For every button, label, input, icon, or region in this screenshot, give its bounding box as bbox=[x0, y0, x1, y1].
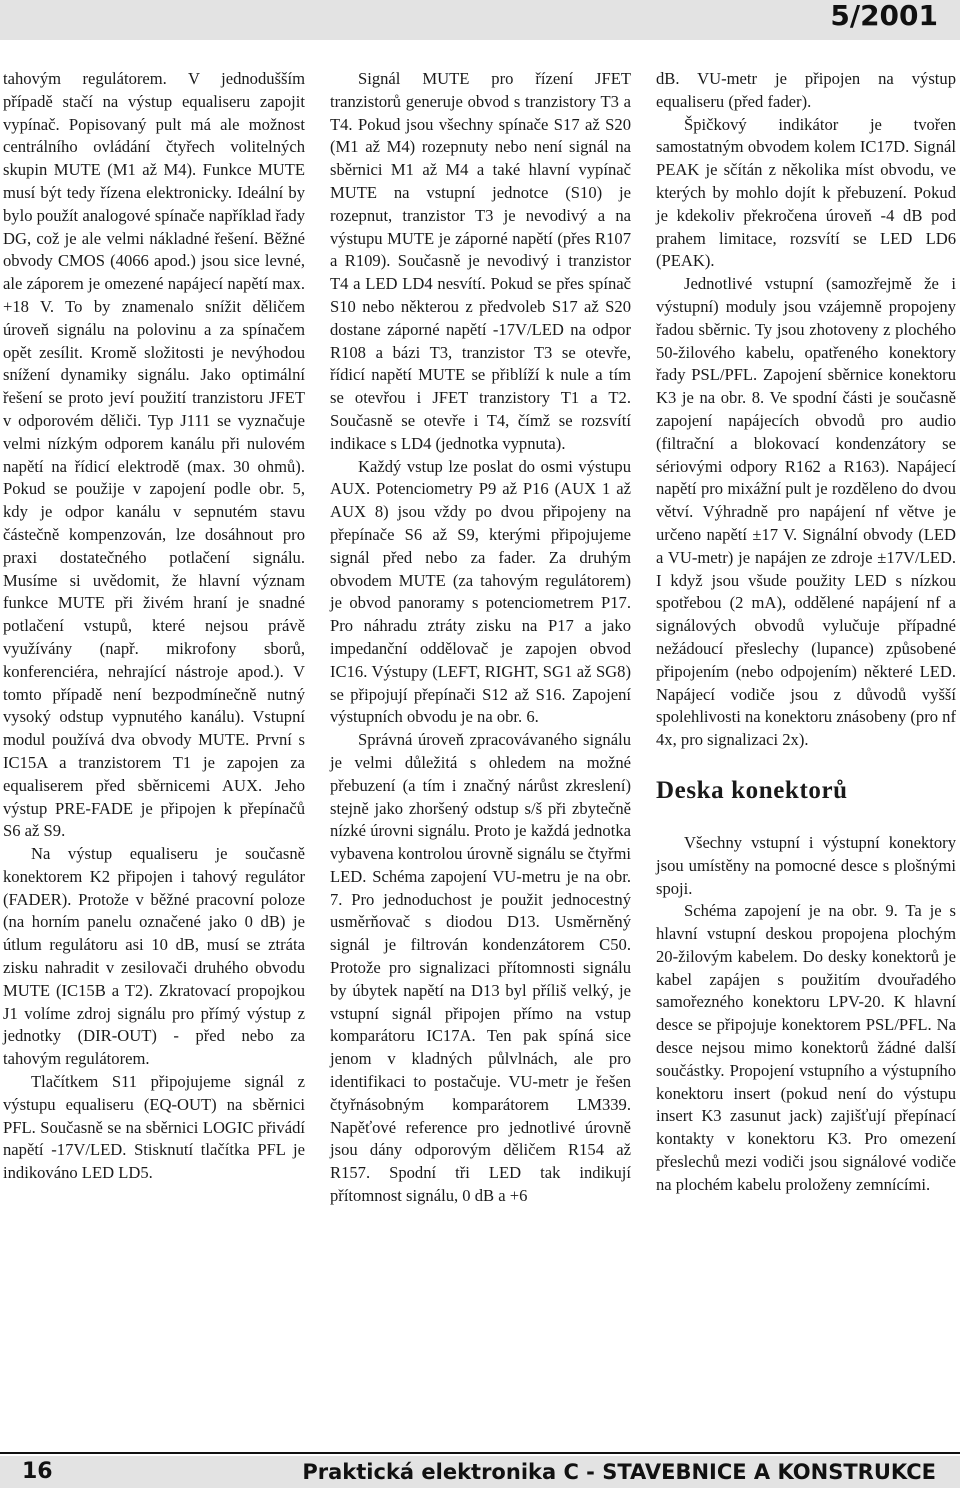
paragraph: Schéma zapojení je na obr. 9. Ta je s hlavní vstupní deskou propojena plochým 20-žilovým kabelem. Do desky konektorů je kabel zapájen s použitím dvouřadého samořezného konektoru LPV-20. K hlavní desce se připojuje konektorem PSL/PFL. Na desce nejsou mimo konektorů žádné další součástky. Propojení vstupního a výstupního konektoru insert (pokud není do výstupu insert K3 zasunut jack) zajišťují přepínací kontakty v konektoru K3. Pro omezení přeslechů mezi vodiči jsou signálové vodiče na plochém kabelu proloženy zemnícími. bbox=[656, 901, 956, 1194]
article-column-1 bbox=[3, 68, 305, 1185]
footer-divider bbox=[0, 1452, 960, 1454]
publication-title: Praktická elektronika C - STAVEBNICE A KONSTRUKCE bbox=[302, 1460, 936, 1484]
footer-bar bbox=[0, 1456, 960, 1488]
header-bar bbox=[0, 0, 960, 40]
paragraph: tahovým regulátorem. V jednodušším případě stačí na výstup equaliseru zapojit vypínač. Popisovaný pult má ale možnost centrálního ovládání čtyřech volitelných skupin MUTE (M1 až M4). Funkce MUTE musí být tedy řízena elektronicky. Ideální by bylo použít analogové spínače například řady DG, což je ale velmi nákladné řešení. Běžné obvody CMOS (4066 apod.) jsou sice levné, ale záporem je omezené napájecí napětí max. +18 V. To by znamenalo snížit děličem úroveň signálu na polovinu a za spínačem opět zesílit. Kromě složitosti je nevýhodou snížení dynamiky signálu. Jako optimální řešení se proto jeví použití tranzistoru JFET v odporovém děliči. Typ J111 se vyznačuje velmi nízkým odporem kanálu při nulovém napětí na řídicí elektrodě (max. 30 ohmů). Pokud se použije v zapojení podle obr. 5, kdy je odpor kanálu v sepnutém stavu částečně kompenzován, lze dosáhnout pro praxi dostatečného potlačení signálu. Musíme si uvědomit, že hlavní význam funkce MUTE při živém hraní je snadné potlačení vstupů, které nejsou právě využívány (např. mikrofony sborů, konferenciéra, nehrající nástroje apod.). V tomto případě není bezpodmínečně nutný vysoký odstup vypnutého kanálu). Vstupní modul používá dva obvody MUTE. První s IC15A a tranzistorem T1 je zapojen za equaliserem před sběrnicemi AUX. Jeho výstup PRE-FADE je připojen k přepínačů S6 až S9. bbox=[3, 69, 305, 841]
paragraph: Všechny vstupní i výstupní konektory jsou umístěny na pomocné desce s plošnými spoji. bbox=[656, 832, 956, 898]
paragraph: Na výstup equaliseru je současně konektorem K2 připojen i tahový regulátor (FADER). Protože v běžné pracovní poloze (na horním panelu označené jako 0 dB) je útlum regulátoru asi 10 dB, musí se ztráta zisku nahradit v zesilovači druhého obvodu MUTE (IC15B a T2). Zkratovací propojkou J1 volíme zdroj signálu pro přímý výstup z jednotky (DIR-OUT) - před nebo za tahovým regulátorem. bbox=[3, 844, 305, 1069]
section-heading: Deska konektorů bbox=[656, 776, 848, 804]
issue-number: 5/2001 bbox=[830, 0, 938, 32]
page-number: 16 bbox=[22, 1459, 53, 1484]
paragraph: dB. VU-metr je připojen na výstup equaliseru (před fader). bbox=[656, 69, 956, 111]
paragraph: Tlačítkem S11 připojujeme signál z výstupu equaliseru (EQ-OUT) na sběrnici PFL. Současně se na sběrnici LOGIC přivádí napětí -17V/LED. Stisknutí tlačítka PFL je indikováno LED LD5. bbox=[3, 1072, 305, 1183]
paragraph: Špičkový indikátor je tvořen samostatným obvodem kolem IC17D. Signál PEAK je sčítán z několika míst obvodu, ve kterých by mohlo dojít k přebuzení. Pokud je kdekoliv překročena úroveň -4 dB pod prahem limitace, rozsvítí se LED LD6 (PEAK). bbox=[656, 114, 956, 271]
paragraph: Správná úroveň zpracovávaného signálu je velmi důležitá s ohledem na možné přebuzení (a tím i značný nárůst zkreslení) stejně jako zhoršený odstup s/š při zbytečně nízké úrovni signálu. Proto je každá jednotka vybavena kontrolou úrovně signálu se čtyřmi LED. Schéma zapojení VU-metru je na obr. 7. Pro jednoduchost je použit jednocestný usměrňovač s diodou D13. Usměrněný signál je filtrován kondenzátorem C50. Protože pro signalizaci přítomnosti signálu by úbytek napětí na D13 byl příliš velký, je vstupní signál připojen přímo na vstup komparátoru IC17A. Ten pak spíná sice jenom v kladných půlvlnách, ale pro identifikaci to postačuje. VU-metr je řešen čtyřnásobným komparátorem LM339. Napěťové reference pro jednotlivé úrovně jsou dány odporovým děličem R154 až R157. Spodní tři LED tak indikují přítomnost signálu, 0 dB a +6 bbox=[330, 730, 631, 1206]
article-column-2 bbox=[330, 68, 631, 1208]
article-column-3 bbox=[656, 68, 956, 1197]
paragraph: Jednotlivé vstupní (samozřejmě že i výstupní) moduly jsou vzájemně propojeny řadou sběrnic. Ty jsou zhotoveny z plochého 50-žilového kabelu, opatřeného konektory řady PSL/PFL. Zapojení sběrnice konektoru K3 je na obr. 8. Ve spodní části je současně zapojení napájecích obvodů pro audio (filtrační a blokovací kondenzátory se sériovými odpory R162 a R163). Napájecí napětí pro mixážní pult je rozděleno do dvou větví. Výhradně pro napájení nf větve je určeno napětí ±17 V. Signální obvody (LED a VU-metr) je napájen ze zdroje ±17V/LED. I když jsou všude použity LED s nízkou spotřebou (2 mA), oddělené napájení nf a signálových obvodů vylučuje případné nežádoucí přeslechy (lupance) způsobené připojením (nebo odpojením) některé LED. Napájecí vodiče jsou z důvodů vyšší spolehlivosti na konektoru znásobeny (pro nf 4x, pro signalizaci 2x). bbox=[656, 274, 957, 750]
paragraph: Signál MUTE pro řízení JFET tranzistorů generuje obvod s tranzistory T3 a T4. Pokud jsou všechny spínače S17 až S20 (M1 až M4) rozepnuty nebo není signál na sběrnici M1 až M4 a také hlavní vypínač MUTE na vstupní jednotce (S10) je rozepnut, tranzistor T3 je nevodivý a na výstupu MUTE je záporné napětí (přes R107 a R109). Současně je nevodivý i tranzistor T4 a LED LD4 nesvítí. Pokud se přes spínač S10 nebo některou z předvoleb S17 až S20 dostane záporné napětí -17V/LED na odpor R108 a bázi T3, tranzistor T3 se otevře, řídicí napětí MUTE se přiblíží k nule a tím se otevřou i JFET tranzistory T1 a T2. Současně se otevře i T4, čímž se rozsvítí indikace s LD4 (jednotka vypnuta). bbox=[330, 69, 631, 453]
paragraph: Každý vstup lze poslat do osmi výstupu AUX. Potenciometry P9 až P16 (AUX 1 až AUX 8) jsou vždy po dvou připojeny na přepínače S6 až S9, kterými připojujeme signál před nebo za fader. Za druhým obvodem MUTE (za tahovým regulátorem) je obvod panoramy s potenciometrem P17. Pro náhradu ztráty zisku na P17 a jako impedanční oddělovač je zapojen obvod IC16. Výstupy (LEFT, RIGHT, SG1 až SG8) se připojují přepínači S12 až S16. Zapojení výstupních obvodu je na obr. 6. bbox=[330, 456, 631, 727]
